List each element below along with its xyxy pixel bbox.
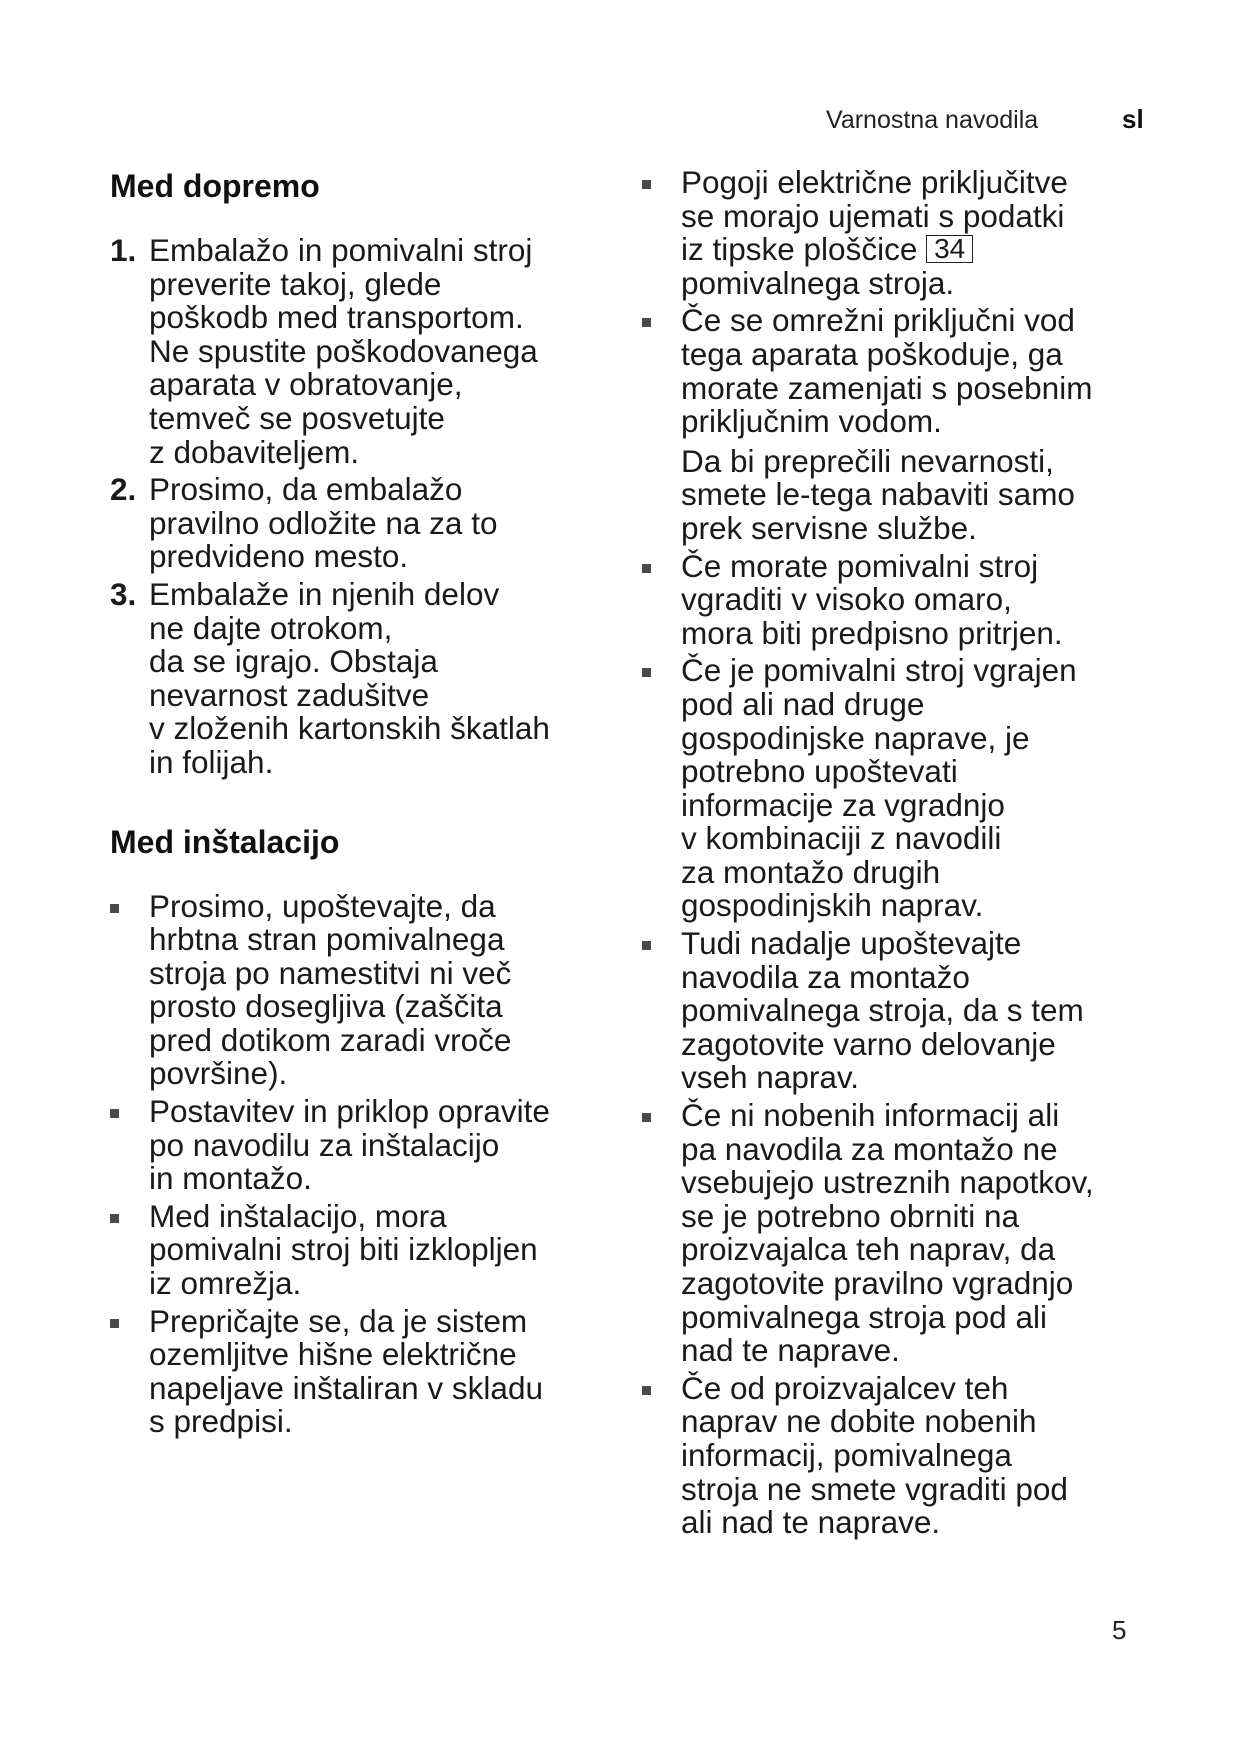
text-line: ozemljitve hišne električne [149, 1336, 517, 1373]
text-line: da se igrajo. Obstaja [149, 643, 438, 680]
text-line: iz omrežja. [149, 1265, 302, 1302]
text-line: Če je pomivalni stroj vgrajen [681, 652, 1077, 689]
text-line: preverite takoj, glede [149, 265, 442, 302]
text-line: ali nad te naprave. [681, 1504, 941, 1541]
text-line: prosto dosegljiva (zaščita [149, 988, 503, 1025]
running-header-section: Varnostna navodila [826, 106, 1039, 134]
text-line: hrbtna stran pomivalnega [149, 921, 505, 958]
running-header-language: sl [1122, 104, 1144, 134]
text-line: informacij, pomivalnega [681, 1436, 1012, 1473]
text-line: pravilno odložite na za to [149, 504, 498, 541]
text-line: gospodinjske naprave, je [681, 719, 1030, 756]
text-line: zagotovite varno delovanje [681, 1025, 1056, 1062]
text-line: prek servisne službe. [681, 509, 977, 546]
bullet-square-icon [642, 941, 651, 950]
text-line: navodila za montažo [681, 958, 970, 995]
bullet-item [110, 887, 610, 1092]
text-line: pa navodila za montažo ne [681, 1130, 1058, 1167]
text-line: smete le-tega nabaviti samo [681, 476, 1075, 513]
bullet-item [110, 1302, 610, 1440]
text-line: pomivalnega stroja, da s tem [681, 992, 1084, 1029]
step-item [110, 473, 610, 574]
bullet-item [642, 304, 1162, 545]
text-line: Prosimo, upoštevajte, da [149, 887, 496, 924]
bullet-item [642, 1099, 1162, 1368]
bullet-square-icon [110, 1319, 119, 1328]
bullet-square-icon [110, 1214, 119, 1223]
text-line: nevarnost zadušitve [149, 676, 430, 713]
text-line: temveč se posvetujte [149, 399, 445, 436]
bullet-item [110, 1095, 610, 1196]
delivery-steps [110, 234, 610, 780]
text-line: v zloženih kartonskih škatlah [149, 710, 550, 747]
bullet-square-icon [642, 1113, 651, 1122]
step-number: 2. [110, 471, 137, 508]
bullet-item [642, 547, 1162, 651]
text-line: vgraditi v visoko omaro, [681, 581, 1012, 618]
installation-bullets [110, 887, 610, 1440]
text-line: se morajo ujemati s podatki [681, 197, 1065, 234]
text-line: mora biti predpisno pritrjen. [681, 614, 1063, 651]
bullet-item [642, 166, 1162, 300]
text-line: proizvajalca teh naprav, da [681, 1231, 1056, 1268]
step-number: 3. [110, 575, 137, 612]
text-line: Če od proizvajalcev teh [681, 1369, 1009, 1406]
text-line: in montažo. [149, 1160, 312, 1197]
bullet-item [110, 1197, 610, 1302]
page-number: 5 [1112, 1615, 1127, 1645]
left-column [110, 166, 610, 1443]
text-line: priključnim vodom. [681, 403, 942, 440]
bullet-square-icon [110, 1109, 119, 1118]
section-title-delivery: Med dopremo [110, 168, 320, 204]
text-line: Prosimo, da embalažo [149, 471, 463, 508]
text-line: Da bi preprečili nevarnosti, [681, 442, 1054, 479]
text-line: in folijah. [149, 743, 274, 780]
text-line: za montažo drugih [681, 853, 941, 890]
bullet-item [642, 1369, 1162, 1541]
text-line: stroja po namestitvi ni več [149, 954, 512, 991]
step-item [110, 234, 610, 469]
bullet-square-icon [642, 1386, 651, 1395]
text-line: Prepričajte se, da je sistem [149, 1302, 528, 1339]
text-line: potrebno upoštevati [681, 753, 958, 790]
text-line: se je potrebno obrniti na [681, 1197, 1019, 1234]
text-line: zagotovite pravilno vgradnjo [681, 1265, 1074, 1301]
reference-tag: 34 [926, 235, 973, 263]
text-segment: iz tipske ploščice [681, 231, 918, 268]
bullet-square-icon [642, 564, 651, 573]
step-item [110, 575, 610, 780]
section-title-installation: Med inštalacijo [110, 823, 340, 860]
text-line: po navodilu za inštalacijo [149, 1126, 500, 1163]
text-line: predvideno mesto. [149, 538, 409, 575]
text-line: Med inštalacijo, mora [149, 1197, 447, 1234]
text-line: Embalažo in pomivalni stroj [149, 232, 533, 268]
text-line: napeljave inštaliran v skladu [149, 1369, 543, 1406]
text-line: Če ni nobenih informacij ali [681, 1097, 1060, 1134]
text-line: naprav ne dobite nobenih [681, 1403, 1037, 1440]
text-line: stroja ne smete vgraditi pod [681, 1470, 1068, 1507]
text-line [681, 233, 1162, 267]
right-column [642, 166, 1162, 1544]
text-line: informacije za vgradnjo [681, 786, 1005, 823]
text-line: tega aparata poškoduje, ga [681, 335, 1063, 372]
text-line: pomivalnega stroja pod ali [681, 1298, 1047, 1335]
text-line: Postavitev in priklop opravite [149, 1093, 550, 1130]
bullet-square-icon [110, 904, 119, 913]
text-line: Tudi nadalje upoštevajte [681, 925, 1022, 962]
bullet-square-icon [642, 180, 651, 189]
text-line: pomivalnega stroja. [681, 264, 955, 301]
bullet-square-icon [642, 668, 651, 677]
bullet-item [642, 654, 1162, 923]
text-line: gospodinjskih naprav. [681, 887, 984, 924]
text-line: aparata v obratovanje, [149, 366, 463, 403]
step-number: 1. [110, 232, 137, 268]
text-line: ne dajte otrokom, [149, 609, 393, 646]
bullet-item [642, 927, 1162, 1095]
electrical-bullets [642, 166, 1162, 1540]
text-line: Če morate pomivalni stroj [681, 547, 1039, 584]
text-line: Pogoji električne priključitve [681, 164, 1068, 200]
text-line: s predpisi. [149, 1403, 293, 1440]
bullet-square-icon [642, 318, 651, 327]
text-line: Ne spustite poškodovanega [149, 332, 538, 369]
text-line: z dobaviteljem. [149, 433, 360, 470]
text-line: morate zamenjati s posebnim [681, 369, 1093, 406]
text-line: Embalaže in njenih delov [149, 575, 500, 612]
text-line: pred dotikom zaradi vroče [149, 1021, 512, 1058]
text-line: površine). [149, 1055, 288, 1092]
text-line: vseh naprav. [681, 1059, 860, 1096]
text-line: Če se omrežni priključni vod [681, 302, 1075, 339]
text-line: vsebujejo ustreznih napotkov, [681, 1164, 1094, 1201]
text-line: pod ali nad druge [681, 685, 925, 722]
text-line: poškodb med transportom. [149, 299, 524, 336]
text-line: nad te naprave. [681, 1332, 900, 1369]
text-line: v kombinaciji z navodili [681, 820, 1002, 857]
text-line: pomivalni stroj biti izklopljen [149, 1231, 538, 1268]
